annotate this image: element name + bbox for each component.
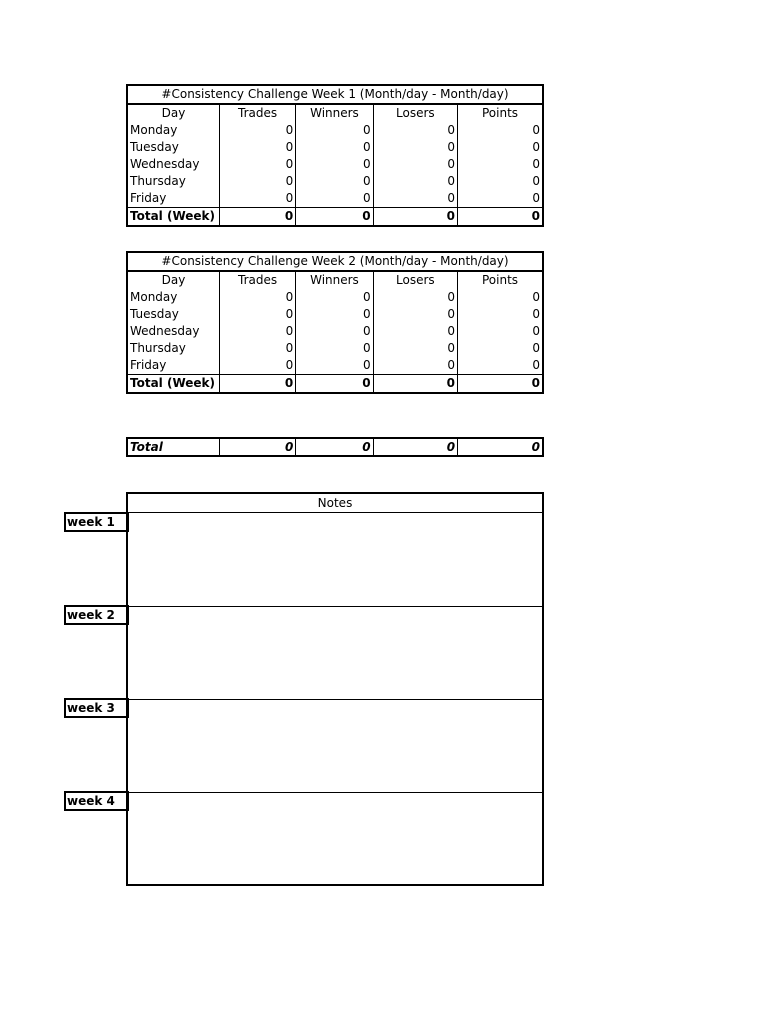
points-cell[interactable]: 0 (532, 358, 540, 372)
losers-cell[interactable]: 0 (373, 323, 457, 340)
winners-total-cell[interactable]: 0 (296, 208, 373, 227)
table-row (127, 306, 543, 323)
day-cell[interactable]: Friday (127, 190, 219, 208)
day-cell[interactable]: Thursday (127, 173, 219, 190)
losers-cell[interactable]: 0 (373, 122, 457, 139)
trades-total-cell[interactable]: 0 (219, 208, 295, 227)
column-header-trades: Trades (219, 104, 295, 122)
week-1-title: #Consistency Challenge Week 1 (Month/day - Month/day) (127, 85, 543, 104)
losers-cell[interactable]: 0 (373, 156, 457, 173)
day-cell[interactable]: Friday (127, 357, 219, 375)
points-cell[interactable]: 0 (532, 290, 540, 304)
week-3-label: week 3 (64, 698, 129, 718)
table-row (127, 340, 543, 357)
table-row (127, 173, 543, 190)
column-header-losers: Losers (373, 104, 457, 122)
points-total-cell[interactable]: 0 (458, 208, 543, 227)
winners-total-cell[interactable]: 0 (296, 375, 373, 394)
winners-cell[interactable]: 0 (296, 190, 373, 208)
week-total-label: Total (Week) (127, 208, 219, 227)
trades-cell[interactable]: 0 (219, 190, 295, 208)
notes-week-3-area[interactable] (128, 699, 542, 792)
week-total-row (127, 375, 543, 394)
day-cell[interactable]: Wednesday (127, 156, 219, 173)
notes-box (126, 492, 544, 886)
winners-cell[interactable]: 0 (296, 306, 373, 323)
column-header-day: Day (127, 104, 219, 122)
points-cell[interactable]: 0 (532, 341, 540, 355)
points-cell[interactable]: 0 (532, 307, 540, 321)
trades-cell[interactable]: 0 (219, 173, 295, 190)
column-header-winners: Winners (296, 104, 373, 122)
trades-cell[interactable]: 0 (219, 139, 295, 156)
losers-cell[interactable]: 0 (373, 306, 457, 323)
losers-cell[interactable]: 0 (373, 173, 457, 190)
winners-cell[interactable]: 0 (296, 173, 373, 190)
points-cell[interactable]: 0 (532, 174, 540, 188)
column-header-points: Points (481, 106, 519, 120)
column-header-points: Points (481, 273, 519, 287)
points-cell[interactable]: 0 (532, 157, 540, 171)
points-cell[interactable]: 0 (532, 140, 540, 154)
day-cell[interactable]: Tuesday (127, 306, 219, 323)
points-cell[interactable]: 0 (532, 123, 540, 137)
trades-cell[interactable]: 0 (219, 306, 295, 323)
losers-cell[interactable]: 0 (373, 357, 457, 375)
trades-total-cell[interactable]: 0 (219, 375, 295, 394)
week-2-table (126, 251, 544, 394)
day-cell[interactable]: Tuesday (127, 139, 219, 156)
notes-week-2-area[interactable] (128, 606, 542, 699)
winners-cell[interactable]: 0 (296, 323, 373, 340)
points-cell[interactable]: 0 (532, 324, 540, 338)
week-2-title: #Consistency Challenge Week 2 (Month/day - Month/day) (127, 252, 543, 271)
notes-header: Notes (128, 494, 542, 513)
losers-total-cell[interactable]: 0 (373, 208, 457, 227)
column-header-losers: Losers (373, 271, 457, 289)
table-row (127, 323, 543, 340)
grand-total-row (126, 437, 544, 457)
points-total-cell[interactable]: 0 (458, 375, 543, 394)
trades-cell[interactable]: 0 (219, 340, 295, 357)
losers-total-cell[interactable]: 0 (373, 375, 457, 394)
day-cell[interactable]: Thursday (127, 340, 219, 357)
table-row (127, 357, 543, 375)
points-cell[interactable]: 0 (532, 191, 540, 205)
grand-total-points[interactable]: 0 (531, 440, 540, 454)
trades-cell[interactable]: 0 (219, 357, 295, 375)
grand-total-trades[interactable]: 0 (219, 438, 295, 456)
losers-cell[interactable]: 0 (373, 340, 457, 357)
grand-total-losers[interactable]: 0 (373, 438, 457, 456)
winners-cell[interactable]: 0 (296, 340, 373, 357)
week-1-table (126, 84, 544, 227)
losers-cell[interactable]: 0 (373, 190, 457, 208)
losers-cell[interactable]: 0 (373, 289, 457, 306)
losers-cell[interactable]: 0 (373, 139, 457, 156)
trades-cell[interactable]: 0 (219, 323, 295, 340)
grand-total-label: Total (127, 438, 219, 456)
table-row (127, 156, 543, 173)
week-4-label: week 4 (64, 791, 129, 811)
week-1-label: week 1 (64, 512, 129, 532)
table-row (127, 289, 543, 306)
column-header-day: Day (127, 271, 219, 289)
winners-cell[interactable]: 0 (296, 139, 373, 156)
notes-week-4-area[interactable] (128, 792, 542, 885)
winners-cell[interactable]: 0 (296, 357, 373, 375)
day-cell[interactable]: Monday (127, 122, 219, 139)
day-cell[interactable]: Monday (127, 289, 219, 306)
week-2-label: week 2 (64, 605, 129, 625)
table-row (127, 139, 543, 156)
trades-cell[interactable]: 0 (219, 122, 295, 139)
column-header-winners: Winners (296, 271, 373, 289)
week-total-label: Total (Week) (127, 375, 219, 394)
trades-cell[interactable]: 0 (219, 289, 295, 306)
week-total-row (127, 208, 543, 227)
notes-week-1-area[interactable] (128, 514, 542, 606)
table-row (127, 190, 543, 208)
winners-cell[interactable]: 0 (296, 289, 373, 306)
trades-cell[interactable]: 0 (219, 156, 295, 173)
winners-cell[interactable]: 0 (296, 156, 373, 173)
day-cell[interactable]: Wednesday (127, 323, 219, 340)
column-header-trades: Trades (219, 271, 295, 289)
winners-cell[interactable]: 0 (296, 122, 373, 139)
grand-total-winners[interactable]: 0 (296, 438, 373, 456)
table-row (127, 122, 543, 139)
